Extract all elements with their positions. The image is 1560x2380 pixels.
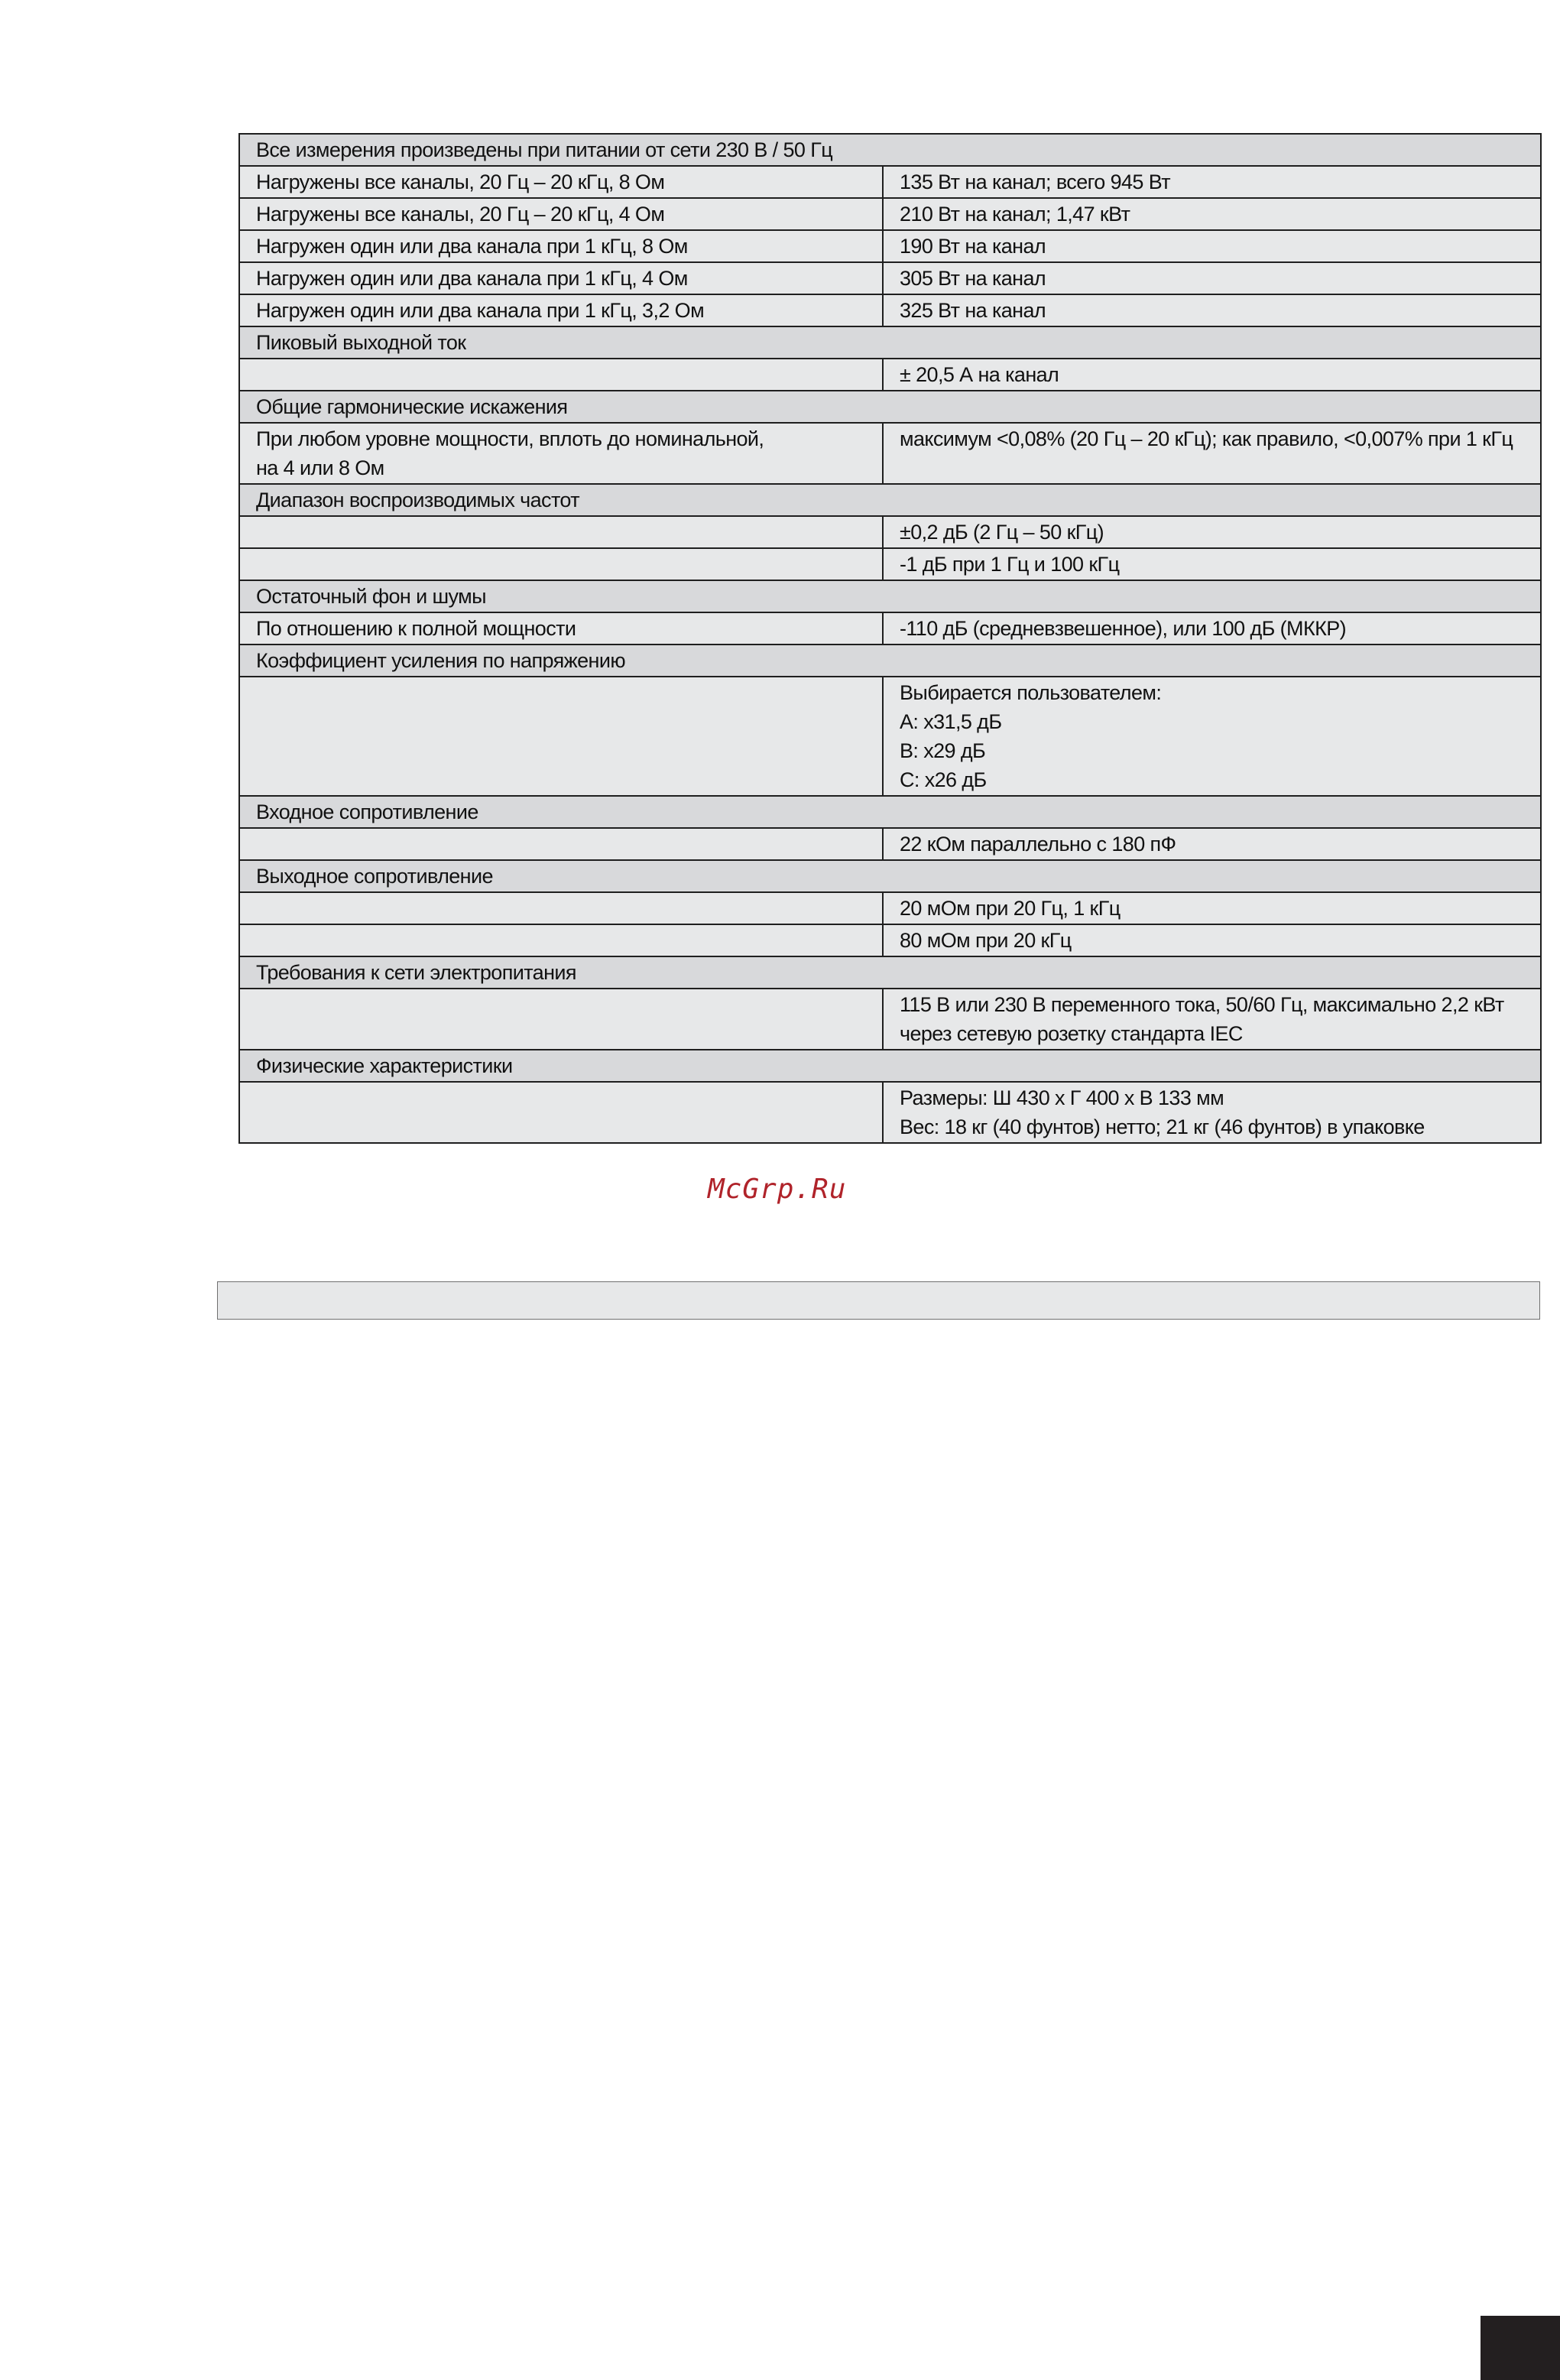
table-row [239,828,1541,860]
value-cell: 305 Вт на канал [883,262,1541,294]
page-corner-tab [1481,2316,1560,2380]
section-heading: Коэффициент усиления по напряжению [239,645,1541,677]
table-row [239,359,1541,391]
parameter-cell: Нагружены все каналы, 20 Гц – 20 кГц, 4 Ом [239,198,883,230]
table-row [239,892,1541,924]
table-row [239,166,1541,198]
table-row [239,423,1541,484]
section-row-voltage-gain [239,645,1541,677]
section-heading: Остаточный фон и шумы [239,580,1541,612]
parameter-cell [239,924,883,956]
parameter-cell [239,892,883,924]
value-cell: 80 мОм при 20 кГц [883,924,1541,956]
parameter-cell [239,677,883,796]
table-row [239,989,1541,1050]
parameter-cell: Нагружен один или два канала при 1 кГц, 4 Ом [239,262,883,294]
parameter-cell: По отношению к полной мощности [239,612,883,645]
table-row [239,924,1541,956]
parameter-cell [239,548,883,580]
section-row-frequency-response [239,484,1541,516]
parameter-cell [239,516,883,548]
section-heading: Пиковый выходной ток [239,326,1541,359]
section-row-power-requirements [239,956,1541,989]
value-cell: 20 мОм при 20 Гц, 1 кГц [883,892,1541,924]
parameter-cell [239,359,883,391]
section-heading: Выходное сопротивление [239,860,1541,892]
table-row [239,230,1541,262]
section-heading: Физические характеристики [239,1050,1541,1082]
value-cell: Выбирается пользователем: A: x31,5 дБ B: x29 дБ C: x26 дБ [883,677,1541,796]
table-row [239,548,1541,580]
value-cell: 135 Вт на канал; всего 945 Вт [883,166,1541,198]
table-row [239,1082,1541,1143]
value-cell: -110 дБ (средневзвешенное), или 100 дБ (МККР) [883,612,1541,645]
value-cell: 190 Вт на канал [883,230,1541,262]
value-cell: 325 Вт на канал [883,294,1541,326]
value-cell: 210 Вт на канал; 1,47 кВт [883,198,1541,230]
parameter-cell: Нагружен один или два канала при 1 кГц, 3,2 Ом [239,294,883,326]
value-cell: 22 кОм параллельно с 180 пФ [883,828,1541,860]
table-row [239,516,1541,548]
table-row [239,612,1541,645]
section-heading: Все измерения произведены при питании от сети 230 В / 50 Гц [239,134,1541,166]
table-row [239,677,1541,796]
value-cell: -1 дБ при 1 Гц и 100 кГц [883,548,1541,580]
section-row-input-impedance [239,796,1541,828]
watermark-text: McGrp.Ru [708,1174,847,1205]
section-row-power-supply-note [239,134,1541,166]
section-heading: Диапазон воспроизводимых частот [239,484,1541,516]
section-row-peak-current [239,326,1541,359]
section-row-physical [239,1050,1541,1082]
table-row [239,262,1541,294]
specifications-table [238,133,1542,1144]
value-cell: Размеры: Ш 430 x Г 400 x В 133 мм Вес: 18 кг (40 фунтов) нетто; 21 кг (46 фунтов) в упаковке [883,1082,1541,1143]
section-heading: Требования к сети электропитания [239,956,1541,989]
section-heading: Общие гармонические искажения [239,391,1541,423]
section-row-noise [239,580,1541,612]
table-row [239,294,1541,326]
parameter-cell [239,1082,883,1143]
value-cell: ± 20,5 А на канал [883,359,1541,391]
parameter-cell: Нагружен один или два канала при 1 кГц, 8 Ом [239,230,883,262]
section-row-thd [239,391,1541,423]
parameter-cell [239,828,883,860]
parameter-cell [239,989,883,1050]
table-row [239,198,1541,230]
value-cell: 115 В или 230 В переменного тока, 50/60 Гц, максимально 2,2 кВт через сетевую розетку стандарта IEC [883,989,1541,1050]
value-cell: максимум <0,08% (20 Гц – 20 кГц); как правило, <0,007% при 1 кГц [883,423,1541,484]
empty-footer-bar [217,1281,1540,1320]
parameter-cell: При любом уровне мощности, вплоть до номинальной, на 4 или 8 Ом [239,423,883,484]
section-row-output-impedance [239,860,1541,892]
parameter-cell: Нагружены все каналы, 20 Гц – 20 кГц, 8 Ом [239,166,883,198]
section-heading: Входное сопротивление [239,796,1541,828]
value-cell: ±0,2 дБ (2 Гц – 50 кГц) [883,516,1541,548]
